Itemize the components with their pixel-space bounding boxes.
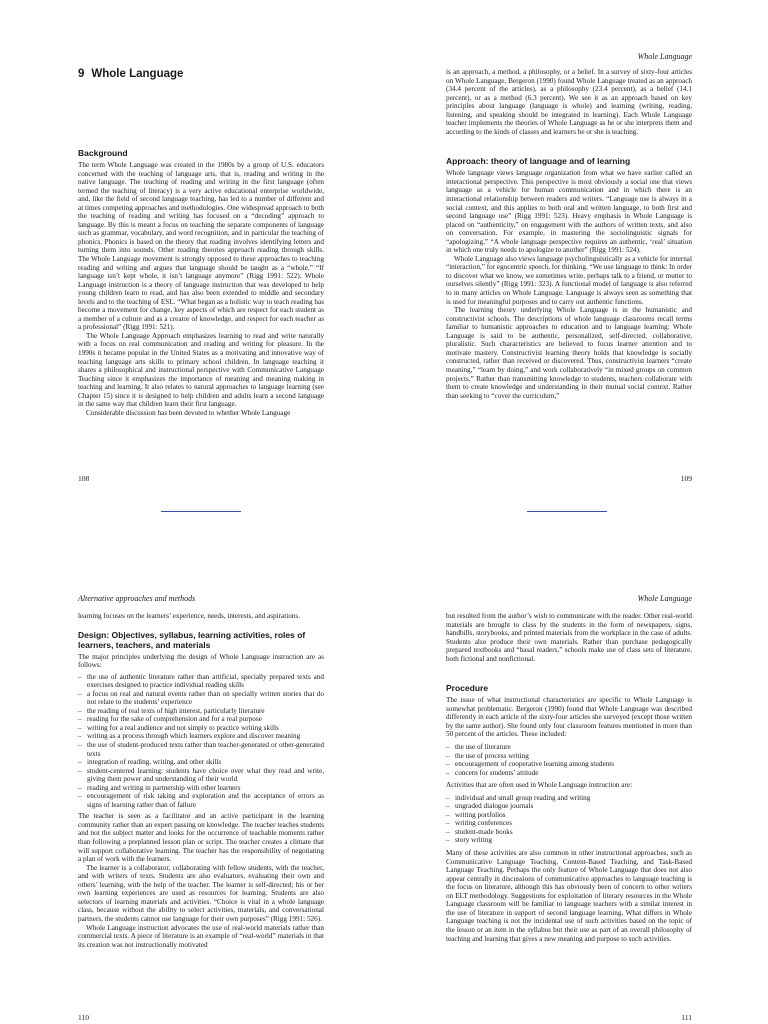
list-item: – ungraded dialogue journals bbox=[446, 802, 534, 811]
spacer bbox=[78, 621, 324, 630]
list-item: – integration of reading, writing, and other skills bbox=[78, 758, 222, 767]
running-head: Whole Language bbox=[637, 52, 692, 61]
chapter-title-text: Whole Language bbox=[91, 68, 184, 80]
paragraph: The issue of what instructional characteristics are specific to Whole Language is somewhat problematic. Bergeron (1990) found that Whole Language was described differently in each article of the sixty-four articles she surveyed (except those written by the same author). She found only four classroom features mentioned in more than 50 percent of the articles. These included: bbox=[446, 696, 692, 739]
paragraph: The teacher is seen as a facilitator and an active participant in the learning community rather than an expert passing on knowledge. The teacher teaches students and not the subject matter and looks for the occurrence of teachable moments rather than following a preplanned lesson plan or script. The teacher creates a climate that will support collaborative learning. The teacher has the responsibility of negotiating a plan of work with the learners. bbox=[78, 812, 324, 864]
page-number-111: 111 bbox=[681, 1013, 692, 1022]
running-head-blank bbox=[78, 52, 324, 62]
activities-list bbox=[446, 794, 692, 845]
page-108 bbox=[78, 52, 324, 417]
list-item: – reading for the sake of comprehension and for a real purpose bbox=[78, 715, 262, 724]
list-item: – the use of literature bbox=[446, 743, 511, 752]
page-109 bbox=[446, 52, 692, 400]
heading-design: Design: Objectives, syllabus, learning activities, roles of learners, teachers, and materials bbox=[78, 629, 306, 650]
list-item: – the use of student-produced texts rather than teacher-generated or other-generated texts bbox=[78, 741, 324, 758]
paragraph: Activities that are often used in Whole Language instruction are: bbox=[446, 781, 633, 790]
paragraph: The learning theory underlying Whole Language is in the humanistic and constructivist schools. The descriptions of whole language classrooms recall terms familiar to humanistic approaches to education and to language learning: Whole Language is said to be authentic, personalized, self-directed, collaborative, pluralistic. Such characteristics are believed to focus learner attention and to motivate mastery. Constructivist learning theory holds that knowledge is socially constructed, rather than received or discovered. Thus, constructivist learners “create meaning,” “learn by doing,” and work collaboratively “in mixed groups on common projects.” Rather than transmitting knowledge to students, teachers collaborate with them to create knowledge and understanding in their mutual social context. Rather than seeking to “cover the curriculum,” bbox=[446, 306, 692, 400]
heading-background: Background bbox=[78, 148, 128, 158]
page-separator bbox=[161, 511, 241, 512]
paragraph: Many of these activities are also common in other instructional approaches, such as Communicative Language Teaching, Content-Based Teaching, and Task-Based Language Teaching. Perhaps the only feature of Whole Language that does not also appear centrally in discussions of communicative approaches to language teaching is the focus on literature, although this has obviously been of concern to other writers on ELT methodology. Suggestions for exploitation of literary resources in the Whole Language classroom will be familiar to language teachers with a similar interest in the use of literature in support of second language learning. What differs in Whole Language teaching is not the incidental use of such activities based on the topic of the lesson or an item in the syllabus but their use as part of an overall philosophy of teaching and learning that gives a new meaning and purpose to such activities. bbox=[446, 849, 692, 943]
list-item: – writing portfolios bbox=[446, 810, 506, 819]
heading-approach: Approach: theory of language and of learning bbox=[446, 156, 631, 167]
list-item: – writing for a real audience and not simply to practice writing skills bbox=[78, 723, 279, 732]
list-item: – encouragement of risk taking and exploration and the acceptance of errors as signs of learning rather than of failure bbox=[78, 792, 324, 809]
principles-list bbox=[78, 673, 324, 810]
page-number-110: 110 bbox=[78, 1013, 89, 1022]
list-item: – reading and writing in partnership with other learners bbox=[78, 783, 241, 792]
page-110 bbox=[78, 594, 324, 949]
spacer bbox=[446, 663, 692, 683]
heading-procedure: Procedure bbox=[446, 683, 489, 694]
features-list bbox=[446, 743, 692, 777]
list-item: – writing conferences bbox=[446, 819, 512, 828]
paragraph: is an approach, a method, a philosophy, or a belief. In a survey of sixty-four articles on Whole Language, Bergeron (1990) found Whole Language treated as an approach (34.4 percent of the articles), as a philosophy (23.4 percent), as a belief (14.1 percent), or as a method (6.3 percent). We see it as an approach based on key principles about language (language is whole) and learning (writing, reading, listening, and speaking should be integrated in learning). Each Whole Language teacher implements the theories of Whole Language as he or she interprets them and according to the kinds of classes and learners he or she is teaching. bbox=[446, 68, 692, 136]
chapter-title bbox=[78, 68, 324, 80]
list-item: – the use of process writing bbox=[446, 751, 529, 760]
running-head: Whole Language bbox=[637, 594, 692, 603]
chapter-number: 9 bbox=[78, 68, 85, 80]
list-item: – individual and small group reading and writing bbox=[446, 793, 591, 802]
spacer bbox=[446, 136, 692, 156]
list-item: – encouragement of cooperative learning among students bbox=[446, 760, 615, 769]
paragraph: Whole language views language organization from what we have earlier called an interactional perspective. This perspective is most obviously a social one that views language as a vehicle for human communication and in which there is an interactional relationship between readers and writers. “Language use is always in a social context, and this applies to both oral and written language, to both first and second language use” (Rigg 1991: 523). Heavy emphasis in Whole Language is placed on “authenticity,” on engagement with the authors of written texts, and also on conversation. For example, in mastering the sociolinguistic signals for “apologizing,” “A whole language perspective requires an authentic, ‘real’ situation in which one truly needs to apologize to another” (Rigg 1991: 524). bbox=[446, 169, 692, 255]
page-number-108: 108 bbox=[78, 474, 90, 483]
list-item: – the reading of real texts of high interest, particularly literature bbox=[78, 706, 265, 715]
list-item: – concern for students’ attitude bbox=[446, 768, 539, 777]
paragraph: but resulted from the author’s wish to communicate with the reader. Other real-world materials are brought to class by the students in the form of newspapers, signs, handbills, storybooks, and printed materials from the workplace in the case of adults. Students also produce their own materials. Rather than purchase pedagogically prepared textbooks and “basal readers,” schools make use of class sets of literature, both fictional and nonfictional. bbox=[446, 612, 692, 663]
paragraph: Whole Language instruction advocates the use of real-world materials rather than commercial texts. A piece of literature is an example of “real-world” materials in that its creation was not instructionally motivated bbox=[78, 923, 324, 949]
paragraph: Whole Language also views language psycholinguistically as a vehicle for internal “interaction,” for egocentric speech, for thinking. “We use language to think: In order to discover what we know, we sometimes write, perhaps talk to a friend, or mutter to ourselves silently” (Rigg 1991: 323). A functional model of language is also referred to in many articles on Whole Language. Language is always seen as something that is used for meaningful purposes and to carry out authentic functions. bbox=[446, 254, 692, 306]
list-item: – student-centered learning: students have choice over what they read and write, giving them power and understanding of their world bbox=[78, 766, 324, 784]
page-111 bbox=[446, 594, 692, 943]
paragraph: learning focuses on the learners’ experience, needs, interests, and aspirations. bbox=[78, 612, 300, 620]
running-head: Alternative approaches and methods bbox=[78, 594, 196, 603]
paragraph: The major principles underlying the design of Whole Language instruction are as follows: bbox=[78, 652, 324, 670]
list-item: – writing as a process through which learners explore and discover meaning bbox=[78, 732, 301, 741]
list-item: – a focus on real and natural events rather than on specially written stories that do not relate to the students’ experience bbox=[78, 689, 324, 707]
list-item: – story writing bbox=[446, 836, 492, 845]
paragraph: Considerable discussion has been devoted to whether Whole Language bbox=[86, 408, 291, 417]
list-item: – student-made books bbox=[446, 827, 513, 836]
paragraph: The learner is a collaborator, collaborating with fellow students, with the teacher, and with writers of texts. Students are also evaluators, evaluating their own and others’ learning, with the help of the teacher. The learner is self-directed; his or her own learning experiences are used as resources for learning. Students are also selectors of learning materials and activities. “Choice is vital in a whole language class, because without the ability to select activities, materials, and conversational partners, the students cannot use language for their own purposes” (Rigg 1991: 526). bbox=[78, 863, 324, 923]
page-separator bbox=[527, 511, 607, 512]
paragraph: The term Whole Language was created in the 1980s by a group of U.S. educators concerned with the teaching of language arts, that is, reading and writing in the native language. The teaching of reading and writing in the first language (often termed the teaching of literacy) is a very active educational enterprise worldwide, and, like the field of second language teaching, has led to a number of different and at times competing approaches and methodologies. One widespread approach to both the teaching of reading and writing has focused on a “decoding” approach to language. By this is meant a focus on teaching the separate components of language such as grammar, vocabulary, and word recognition, and in particular the teaching of phonics. Phonics is based on the theory that reading involves identifying letters and turning them into sounds. Other reading theories approach reading through skills. The Whole Language movement is strongly opposed to these approaches to teaching reading and writing and argues that language should be taught as a “whole.” “If language isn’t kept whole, it isn’t language anymore” (Rigg 1991: 522). Whole Language instruction is a theory of language instruction that was developed to help young children learn to read, and has also been extended to middle and secondary levels and to the teaching of ESL. “What began as a holistic way to teach reading has become a movement for change, key aspects of which are respect for each student as a member of a culture and as a creator of knowledge, and respect for each teacher as a professional” (Rigg 1991: 521). bbox=[78, 161, 324, 332]
list-item: – the use of authentic literature rather than artificial, specially prepared texts and exercises designed to practice individual reading skills bbox=[78, 672, 324, 690]
paragraph: The Whole Language Approach emphasizes learning to read and write naturally with a focus on real communication and reading and writing for pleasure. In the 1990s it became popular in the United States as a motivating and innovative way of teaching language arts skills to primary school children. In language teaching it shares a philosophical and instructional perspective with Communicative Language Teaching since it emphasizes the importance of meaning and meaning making in teaching and learning. It also relates to natural approaches to language learning (see Chapter 15) since it is designed to help children and adults learn a second language in the same way that children learn their first language. bbox=[78, 331, 324, 409]
page-number-109: 109 bbox=[680, 474, 692, 483]
